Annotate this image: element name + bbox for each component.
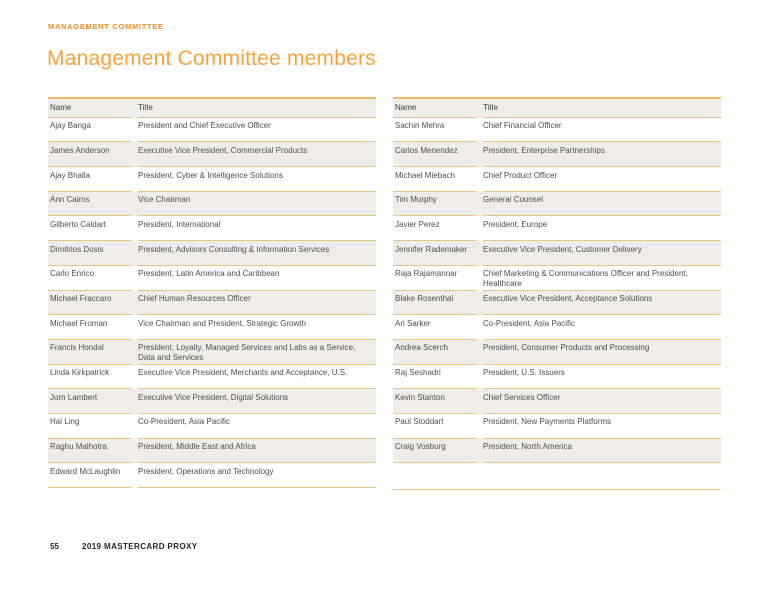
member-name: Blake Rosenthal [393,291,477,316]
member-title: President, North America [483,439,721,464]
table-row [48,439,376,464]
member-title: Chief Services Officer [483,389,721,414]
member-name: Raghu Malhotra [48,439,132,464]
member-title: Chief Marketing & Communications Officer and President, Healthcare [483,266,721,291]
table-row [393,439,721,464]
member-title: Executive Vice President, Digital Solutions [138,389,376,414]
member-name: Michael Froman [48,315,132,340]
table-row [48,216,376,241]
member-title: Co-President, Asia Pacific [483,315,721,340]
member-name: Raj Seshadri [393,365,477,390]
member-name: Carlos Menendez [393,142,477,167]
member-title: Executive Vice President, Merchants and Acceptance, U.S. [138,365,376,390]
member-name: Jorn Lambert [48,389,132,414]
table-row [48,365,376,390]
member-name: Ajay Banga [48,118,132,143]
member-title: Chief Product Officer [483,167,721,192]
page-title: Management Committee members [47,47,376,70]
table-row [48,192,376,217]
name-column-header: Name [48,99,132,118]
member-title: President and Chief Executive Officer [138,118,376,143]
member-name: Craig Vosburg [393,439,477,464]
name-column-header: Name [393,99,477,118]
table-row [393,192,721,217]
member-name: Linda Kirkpatrick [48,365,132,390]
member-title: President, Middle East and Africa [138,439,376,464]
table-row [393,216,721,241]
table-row [393,142,721,167]
table-row [48,142,376,167]
member-name: Paul Stoddart [393,414,477,439]
table-row [48,315,376,340]
member-name: Carlo Enrico [48,266,132,291]
table-row [48,389,376,414]
table-row [393,241,721,266]
member-title: Executive Vice President, Commercial Products [138,142,376,167]
table-row [393,291,721,316]
table-row [393,315,721,340]
member-name: Tim Murphy [393,192,477,217]
member-name: Gilberto Caldart [48,216,132,241]
member-title: President, Latin America and Caribbean [138,266,376,291]
table-row [393,266,721,291]
member-name: Kevin Stanton [393,389,477,414]
member-title: Chief Financial Officer [483,118,721,143]
member-name: Ari Sarker [393,315,477,340]
table-bottom-spacer [393,463,721,489]
committee-table-right [393,97,721,490]
table-row [393,365,721,390]
member-title: President, Europe [483,216,721,241]
member-title: Vice Chairman and President, Strategic Growth [138,315,376,340]
member-title: President, International [138,216,376,241]
member-title: Vice Chairman [138,192,376,217]
member-title: Executive Vice President, Customer Delivery [483,241,721,266]
member-name: Hai Ling [48,414,132,439]
member-title: President, Enterprise Partnerships [483,142,721,167]
member-title: Executive Vice President, Acceptance Solutions [483,291,721,316]
page-number: 55 [50,542,59,551]
title-column-header: Title [138,99,376,118]
member-name: Jennifer Rademaker [393,241,477,266]
member-name: Edward McLaughlin [48,463,132,488]
table-body-right [393,118,721,464]
table-row [393,340,721,365]
footer-document-label: 2019 MASTERCARD PROXY [82,542,198,551]
table-row [48,291,376,316]
member-name: Raja Rajamannar [393,266,477,291]
member-title: President, Cyber & Intelligence Solutions [138,167,376,192]
table-body-left [48,118,376,488]
member-name: Francis Hondal [48,340,132,365]
table-row [393,167,721,192]
member-title: President, Loyalty, Managed Services and Labs as a Service, Data and Services [138,340,376,365]
member-name: Javier Perez [393,216,477,241]
table-header-row [48,99,376,118]
member-title: President, U.S. Issuers [483,365,721,390]
member-title: President, Consumer Products and Processing [483,340,721,365]
table-row [48,463,376,488]
table-row [393,414,721,439]
member-title: Chief Human Resources Officer [138,291,376,316]
table-row [393,118,721,143]
table-row [48,118,376,143]
member-name: Ajay Bhalla [48,167,132,192]
section-eyebrow: MANAGEMENT COMMITTEE [48,22,164,31]
member-title: President, Advisors Consulting & Information Services [138,241,376,266]
member-name: Michael Fraccaro [48,291,132,316]
committee-table-left [48,97,376,488]
member-name: Michael Miebach [393,167,477,192]
table-row [48,241,376,266]
member-title: President, Operations and Technology [138,463,376,488]
member-name: Ann Cairns [48,192,132,217]
member-title: General Counsel [483,192,721,217]
title-column-header: Title [483,99,721,118]
table-row [393,389,721,414]
member-title: President, New Payments Platforms [483,414,721,439]
table-row [48,266,376,291]
member-name: Dimitrios Dosis [48,241,132,266]
table-header-row [393,99,721,118]
member-name: James Anderson [48,142,132,167]
member-name: Andrea Scerch [393,340,477,365]
member-name: Sachin Mehra [393,118,477,143]
table-row [48,340,376,365]
member-title: Co-President, Asia Pacific [138,414,376,439]
table-row [48,167,376,192]
table-row [48,414,376,439]
